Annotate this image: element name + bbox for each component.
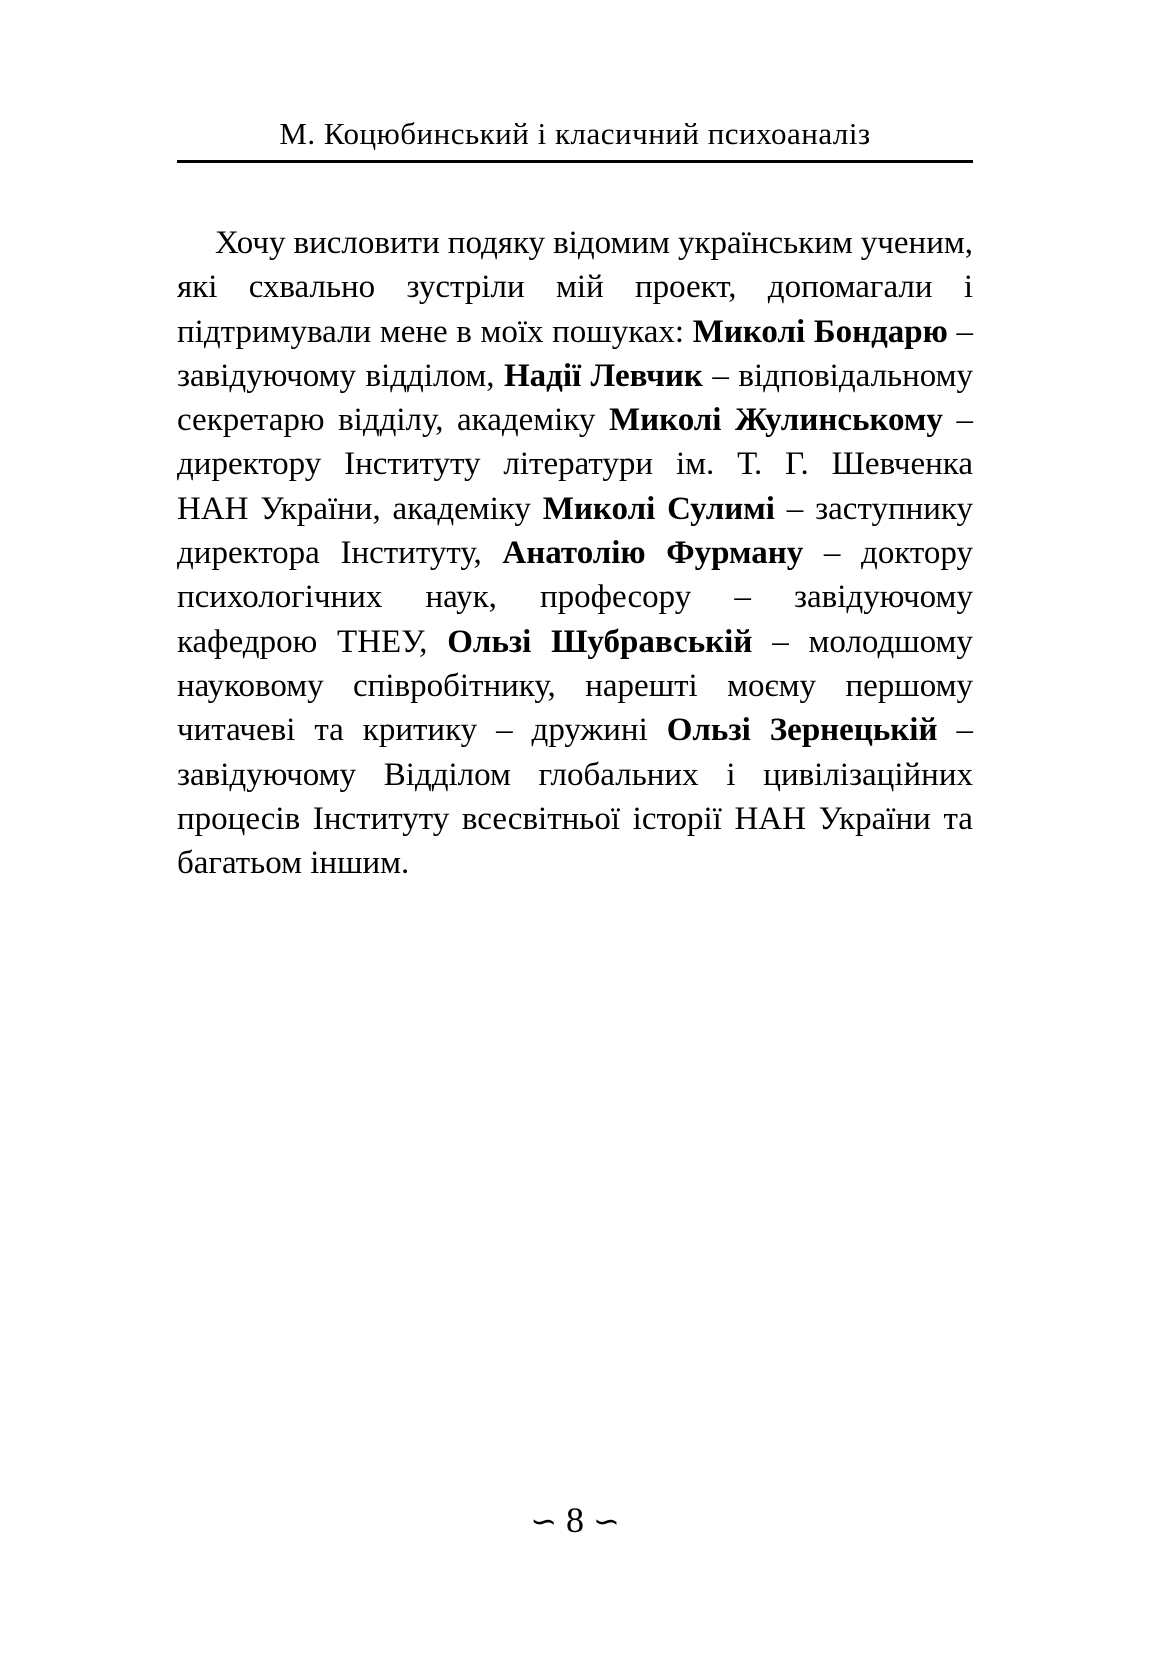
text-line bbox=[177, 797, 973, 841]
word: завідуючому bbox=[177, 357, 356, 394]
swung-dash-decor-right-icon: ∽ bbox=[593, 1503, 620, 1539]
word: Відділом bbox=[383, 756, 511, 793]
bold-word: Ользі bbox=[666, 712, 751, 749]
bold-word: Надії bbox=[503, 357, 582, 394]
word: – bbox=[712, 357, 729, 394]
word: нарешті bbox=[585, 667, 698, 704]
word: академіку bbox=[392, 490, 531, 527]
text-line bbox=[177, 265, 973, 309]
word: відділом, bbox=[365, 357, 495, 394]
word: – bbox=[734, 579, 751, 616]
word: України, bbox=[260, 490, 381, 527]
word: мій bbox=[555, 269, 604, 306]
word: і bbox=[963, 269, 973, 306]
word: психологічних bbox=[177, 579, 383, 616]
word: підтримували bbox=[177, 313, 372, 350]
word: процесів bbox=[177, 800, 301, 837]
bold-word: Сулимі bbox=[667, 490, 775, 527]
word: цивілізаційних bbox=[763, 756, 973, 793]
text-line bbox=[177, 398, 973, 442]
text-line bbox=[177, 221, 973, 265]
word: секретарю bbox=[177, 402, 325, 439]
word: доктору bbox=[861, 535, 973, 572]
word: відділу, bbox=[338, 402, 444, 439]
acknowledgements-paragraph bbox=[177, 221, 973, 885]
word: заступнику bbox=[815, 490, 973, 527]
word: схвально bbox=[248, 269, 376, 306]
text-line bbox=[177, 487, 973, 531]
word: подяку bbox=[447, 225, 546, 261]
word: академіку bbox=[457, 402, 596, 439]
text-line bbox=[177, 442, 973, 486]
word: ім. bbox=[675, 446, 715, 483]
word: українським bbox=[677, 225, 853, 261]
text-line bbox=[177, 753, 973, 797]
word: в bbox=[456, 313, 472, 350]
word: пошуках: bbox=[552, 313, 685, 350]
text-line bbox=[177, 664, 973, 708]
word: НАН bbox=[177, 490, 249, 527]
word: – bbox=[956, 313, 973, 350]
text-line bbox=[177, 531, 973, 575]
word: директора bbox=[177, 535, 320, 572]
word: Г. bbox=[785, 446, 809, 483]
word: мене bbox=[379, 313, 448, 350]
text-line bbox=[177, 354, 973, 398]
word: висловити bbox=[293, 225, 440, 261]
word: наук, bbox=[425, 579, 497, 616]
text-line bbox=[177, 310, 973, 354]
bold-word: Анатолію bbox=[502, 535, 646, 572]
text-line bbox=[177, 575, 973, 619]
bold-word: Шубравській bbox=[551, 623, 753, 660]
word: глобальних bbox=[538, 756, 699, 793]
word: відомим bbox=[553, 225, 670, 261]
swung-dash-decor-left-icon: ∽ bbox=[530, 1503, 557, 1539]
word: зустріли bbox=[406, 269, 525, 306]
word: ТНЕУ, bbox=[337, 623, 428, 660]
word: ученим, bbox=[860, 225, 973, 261]
word: моїх bbox=[480, 313, 544, 350]
word: співробітнику, bbox=[353, 667, 556, 704]
word: – bbox=[956, 402, 973, 439]
bold-word: Бондарю bbox=[813, 313, 948, 350]
bold-word: Миколі bbox=[692, 313, 806, 350]
word: молодшому bbox=[808, 623, 973, 660]
word: кафедрою bbox=[177, 623, 318, 660]
text-line bbox=[177, 708, 973, 752]
word: всесвітньої bbox=[461, 800, 620, 837]
word: – bbox=[956, 712, 973, 749]
word: Інституту bbox=[344, 446, 481, 483]
word: історії bbox=[632, 800, 722, 837]
word: – bbox=[496, 712, 513, 749]
word: допомагали bbox=[767, 269, 933, 306]
word: проект, bbox=[634, 269, 737, 306]
word: Інституту, bbox=[340, 535, 482, 572]
word: першому bbox=[845, 667, 973, 704]
word: відповідальному bbox=[738, 357, 973, 394]
word: професору bbox=[540, 579, 692, 616]
page-number: 8 bbox=[566, 1500, 584, 1540]
text-run: багатьом іншим. bbox=[177, 845, 410, 882]
word: та bbox=[943, 800, 973, 837]
word: завідуючому bbox=[177, 756, 356, 793]
word: науковому bbox=[177, 667, 324, 704]
word: які bbox=[177, 269, 218, 306]
word: критику bbox=[362, 712, 478, 749]
word: Т. bbox=[737, 446, 763, 483]
word: – bbox=[772, 623, 789, 660]
word: читачеві bbox=[177, 712, 296, 749]
word: – bbox=[823, 535, 841, 572]
word: і bbox=[726, 756, 736, 793]
running-header: М. Коцюбинський і класичний психоаналіз bbox=[279, 116, 871, 151]
word: завідуючому bbox=[793, 579, 973, 616]
word: та bbox=[314, 712, 344, 749]
text-line bbox=[177, 841, 973, 885]
bold-word: Миколі bbox=[608, 402, 722, 439]
header-rule bbox=[177, 160, 973, 163]
word: директору bbox=[177, 446, 322, 483]
word: – bbox=[786, 490, 804, 527]
word: Хочу bbox=[215, 225, 286, 261]
word: дружині bbox=[531, 712, 648, 749]
text-line bbox=[177, 620, 973, 664]
bold-word: Миколі bbox=[542, 490, 656, 527]
bold-word: Левчик bbox=[590, 357, 703, 394]
word: літератури bbox=[503, 446, 654, 483]
word: НАН bbox=[734, 800, 806, 837]
page-footer bbox=[177, 1500, 973, 1541]
word: моєму bbox=[727, 667, 817, 704]
bold-word: Ользі bbox=[447, 623, 532, 660]
word: Інституту bbox=[312, 800, 450, 837]
bold-word: Жулинському bbox=[735, 402, 943, 439]
word: України bbox=[818, 800, 931, 837]
bold-word: Зернецькій bbox=[769, 712, 938, 749]
word: Шевченка bbox=[831, 446, 973, 483]
bold-word: Фурману bbox=[666, 535, 804, 572]
